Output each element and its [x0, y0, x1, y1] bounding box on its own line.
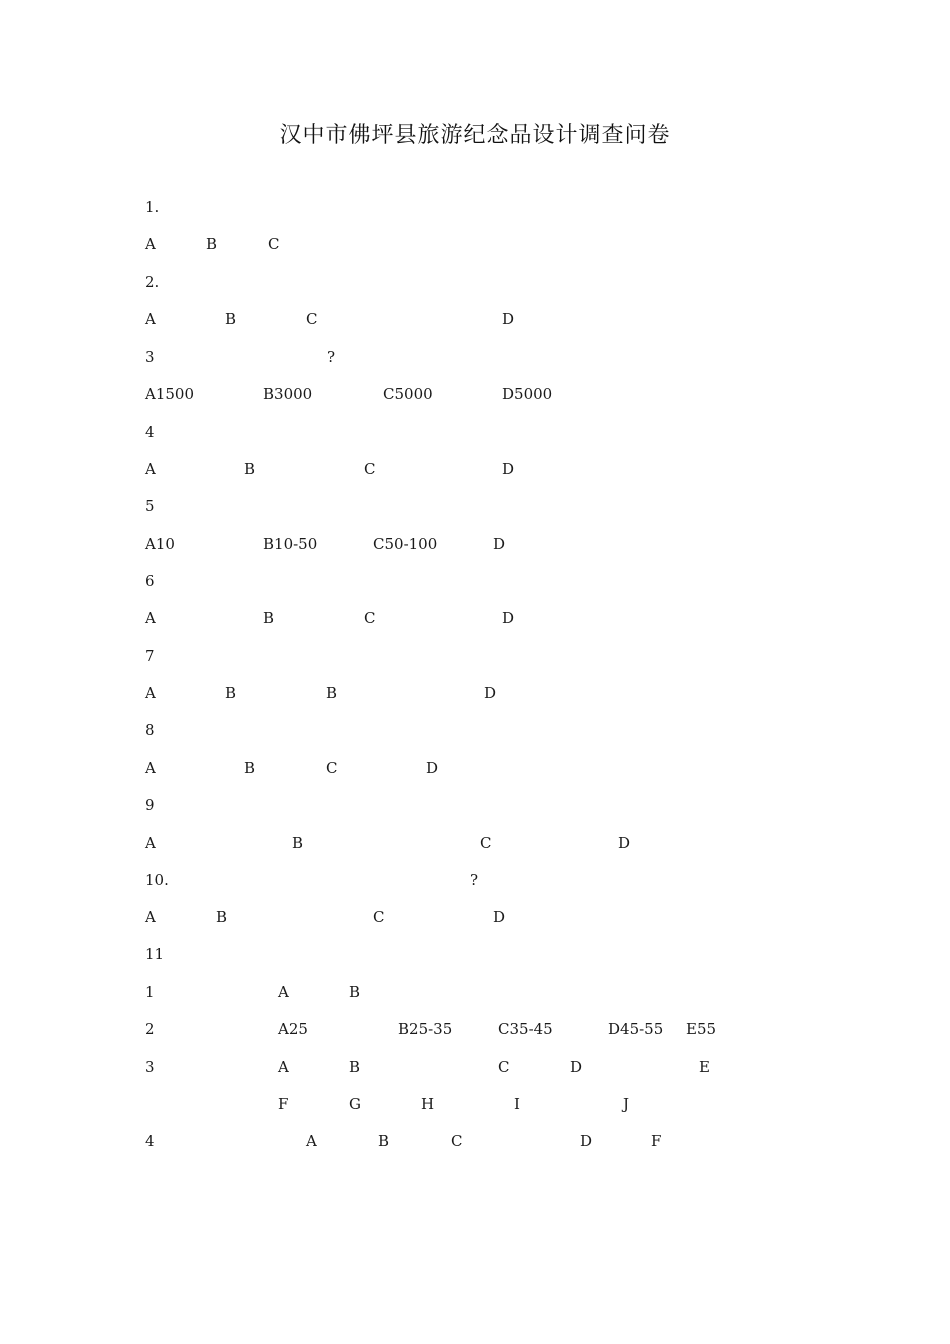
option-text: C [364, 609, 381, 627]
option-text: D [502, 609, 519, 627]
line-label: 6 [145, 572, 155, 590]
option-text: B [225, 684, 241, 702]
line-label: 7 [145, 647, 155, 665]
line-label: 11 [145, 945, 165, 963]
option-text: D [484, 684, 501, 702]
line-label: 4 [145, 423, 155, 441]
option-text: B25-35 [398, 1020, 458, 1038]
option-text: B [326, 684, 342, 702]
option-text: B [244, 759, 260, 777]
option-text: E [699, 1058, 715, 1076]
line-label: A [145, 759, 161, 777]
option-text: D [502, 310, 519, 328]
option-text: D5000 [502, 385, 557, 403]
option-text: D [493, 535, 510, 553]
line-label: A [145, 834, 161, 852]
line-label: 3 [145, 348, 155, 366]
line-label: 1. [145, 198, 169, 216]
option-text: B [263, 609, 279, 627]
line-label: 3 [145, 1058, 155, 1076]
option-text: B [216, 908, 232, 926]
option-text: D [580, 1132, 597, 1150]
line-label: 4 [145, 1132, 155, 1150]
option-text: C [306, 310, 323, 328]
option-text: C [451, 1132, 468, 1150]
line-label: 10. [145, 871, 179, 889]
option-text: D45-55 [608, 1020, 664, 1038]
option-text: C [480, 834, 497, 852]
option-text: A [278, 1058, 294, 1076]
line-label: 8 [145, 721, 155, 739]
option-text: D [502, 460, 519, 478]
option-text: C [326, 759, 343, 777]
option-text: C [373, 908, 390, 926]
option-text: D [493, 908, 510, 926]
option-text: F [651, 1132, 667, 1150]
option-text: C50-100 [373, 535, 443, 553]
option-text: B [378, 1132, 394, 1150]
line-label: A [145, 609, 161, 627]
option-text: D [570, 1058, 587, 1076]
option-text: B [244, 460, 260, 478]
option-text: C [268, 235, 285, 253]
option-text: C5000 [383, 385, 438, 403]
line-label: A1500 [145, 385, 199, 403]
option-text: B [292, 834, 308, 852]
line-label: 9 [145, 796, 155, 814]
line-label: 2. [145, 273, 169, 291]
line-label: A [145, 460, 161, 478]
line-label: A [145, 908, 161, 926]
line-label: A [145, 310, 161, 328]
option-text: G [349, 1095, 366, 1113]
line-label: F [278, 1095, 294, 1113]
line-label: 2 [145, 1020, 155, 1038]
option-text: B [225, 310, 241, 328]
option-text: E55 [686, 1020, 721, 1038]
option-text: D [426, 759, 443, 777]
option-text: I [514, 1095, 525, 1113]
line-label: A [145, 235, 161, 253]
option-text: J [623, 1095, 634, 1113]
option-text: C35-45 [498, 1020, 558, 1038]
line-label: A10 [145, 535, 180, 553]
option-text: A [278, 983, 294, 1001]
option-text: D [618, 834, 635, 852]
option-text: A25 [278, 1020, 313, 1038]
option-text: C [498, 1058, 515, 1076]
line-label: 5 [145, 497, 155, 515]
option-text: ? [327, 348, 336, 366]
option-text: ? [470, 871, 479, 889]
option-text: B [206, 235, 222, 253]
option-text: B3000 [263, 385, 317, 403]
option-text: B [349, 1058, 365, 1076]
option-text: C [364, 460, 381, 478]
option-text: B10-50 [263, 535, 323, 553]
option-text: H [421, 1095, 439, 1113]
line-label: 1 [145, 983, 155, 1001]
option-text: B [349, 983, 365, 1001]
page-title: 汉中市佛坪县旅游纪念品设计调查问卷 [279, 123, 671, 148]
option-text: A [306, 1132, 322, 1150]
line-label: A [145, 684, 161, 702]
